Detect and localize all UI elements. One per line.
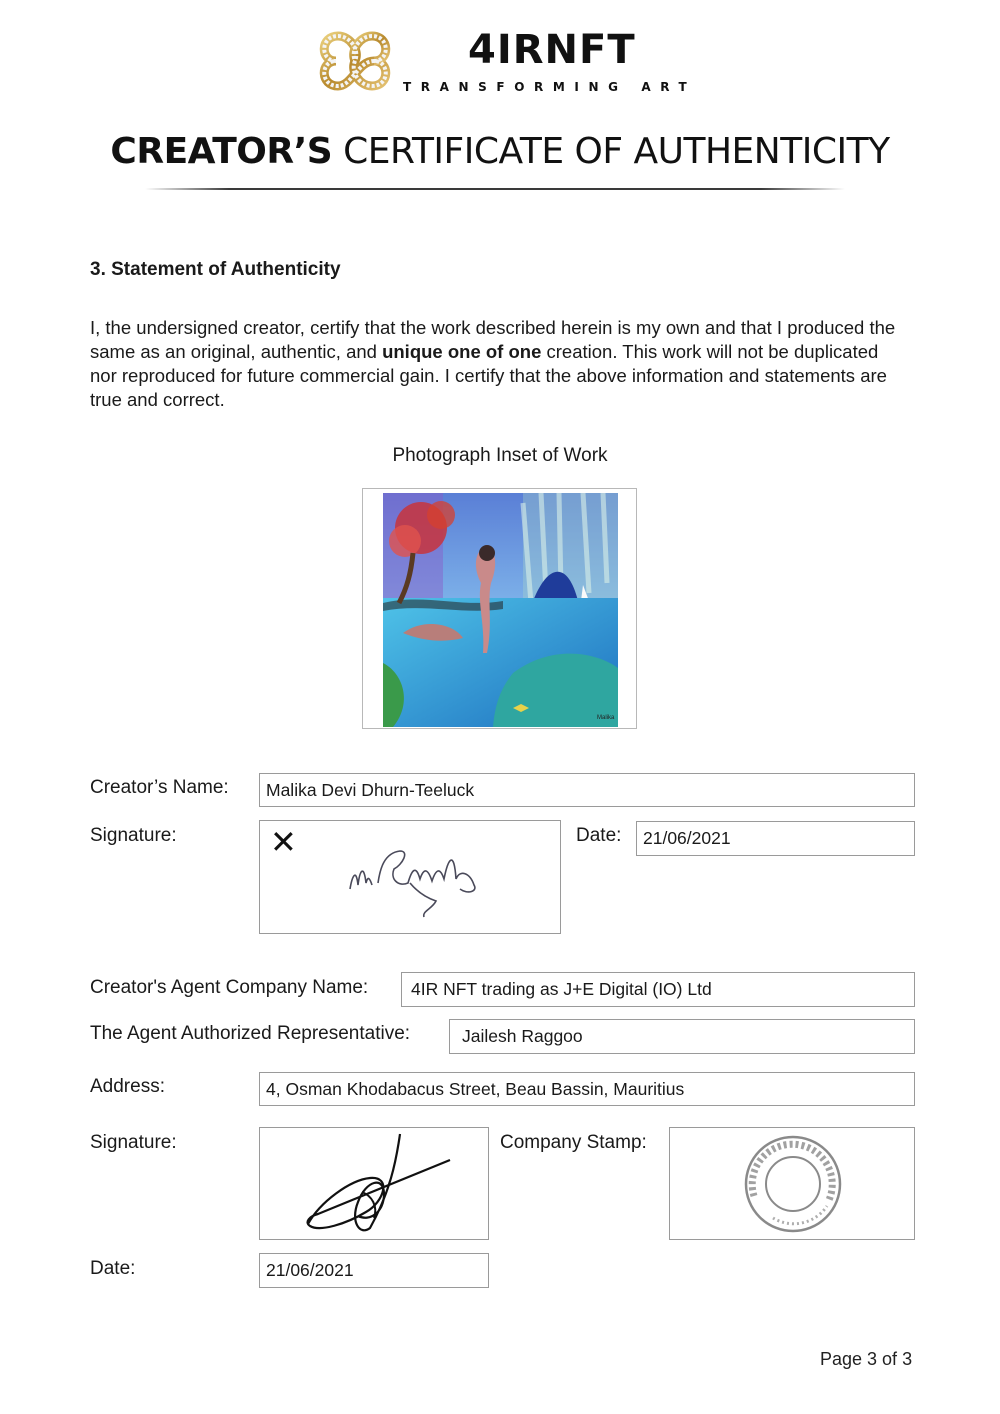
creator-date-field[interactable]: 21/06/2021 <box>636 821 915 856</box>
statement-text-2: creation. This work will not be duplicated nor reproduced for future commercial gain. I certify that the above information and statements are true and correct. <box>90 341 887 410</box>
artist-mark-text: Malika <box>597 715 615 721</box>
statement-text-1: I, the undersigned creator, certify that the work described herein is my own and that I produced the same as an original, authentic, and <box>90 317 896 362</box>
statement-bold-text: unique one of one <box>382 341 542 362</box>
artwork-photo-frame <box>362 488 637 729</box>
agent-company-field[interactable]: 4IR NFT trading as J+E Digital (IO) Ltd <box>401 972 915 1007</box>
section-heading: 3. Statement of Authenticity <box>90 259 341 280</box>
title-divider <box>145 188 845 190</box>
company-stamp-seal-icon <box>743 1134 843 1234</box>
certificate-title <box>0 130 1000 174</box>
agent-company-label: Creator's Agent Company Name: <box>90 977 369 998</box>
creator-signature-label: Signature: <box>90 825 177 846</box>
brand-tagline: TRANSFORMING ART <box>403 80 697 94</box>
agent-date-label: Date: <box>90 1258 136 1279</box>
brand-name: 4IRNFT <box>468 27 636 73</box>
agent-address-label: Address: <box>90 1076 165 1097</box>
page-number: Page 3 of 3 <box>820 1349 913 1369</box>
agent-signature-label: Signature: <box>90 1132 177 1153</box>
creator-name-field[interactable]: Malika Devi Dhurn-Teeluck <box>259 773 915 807</box>
creator-signature-image <box>340 839 490 919</box>
agent-date-field[interactable]: 21/06/2021 <box>259 1253 489 1288</box>
creator-signature-box[interactable] <box>259 820 561 934</box>
creator-date-label: Date: <box>576 825 622 846</box>
photo-caption: Photograph Inset of Work <box>392 445 608 466</box>
agent-signature-image <box>300 1132 460 1236</box>
title-rest: CERTIFICATE OF AUTHENTICITY <box>332 131 890 172</box>
agent-rep-label: The Agent Authorized Representative: <box>90 1023 411 1044</box>
authenticity-statement <box>90 316 910 412</box>
creator-name-label: Creator’s Name: <box>90 777 229 798</box>
company-stamp-label: Company Stamp: <box>500 1132 647 1153</box>
signature-x-mark: ✕ <box>270 823 297 861</box>
artwork-painting-image <box>383 493 618 727</box>
title-bold: CREATOR’S <box>110 131 333 172</box>
agent-rep-field[interactable]: Jailesh Raggoo <box>449 1019 915 1054</box>
company-stamp-box <box>669 1127 915 1240</box>
agent-signature-box[interactable] <box>259 1127 489 1240</box>
agent-address-field[interactable]: 4, Osman Khodabacus Street, Beau Bassin, Mauritius <box>259 1072 915 1106</box>
infinity-knot-logo-icon <box>316 22 394 100</box>
